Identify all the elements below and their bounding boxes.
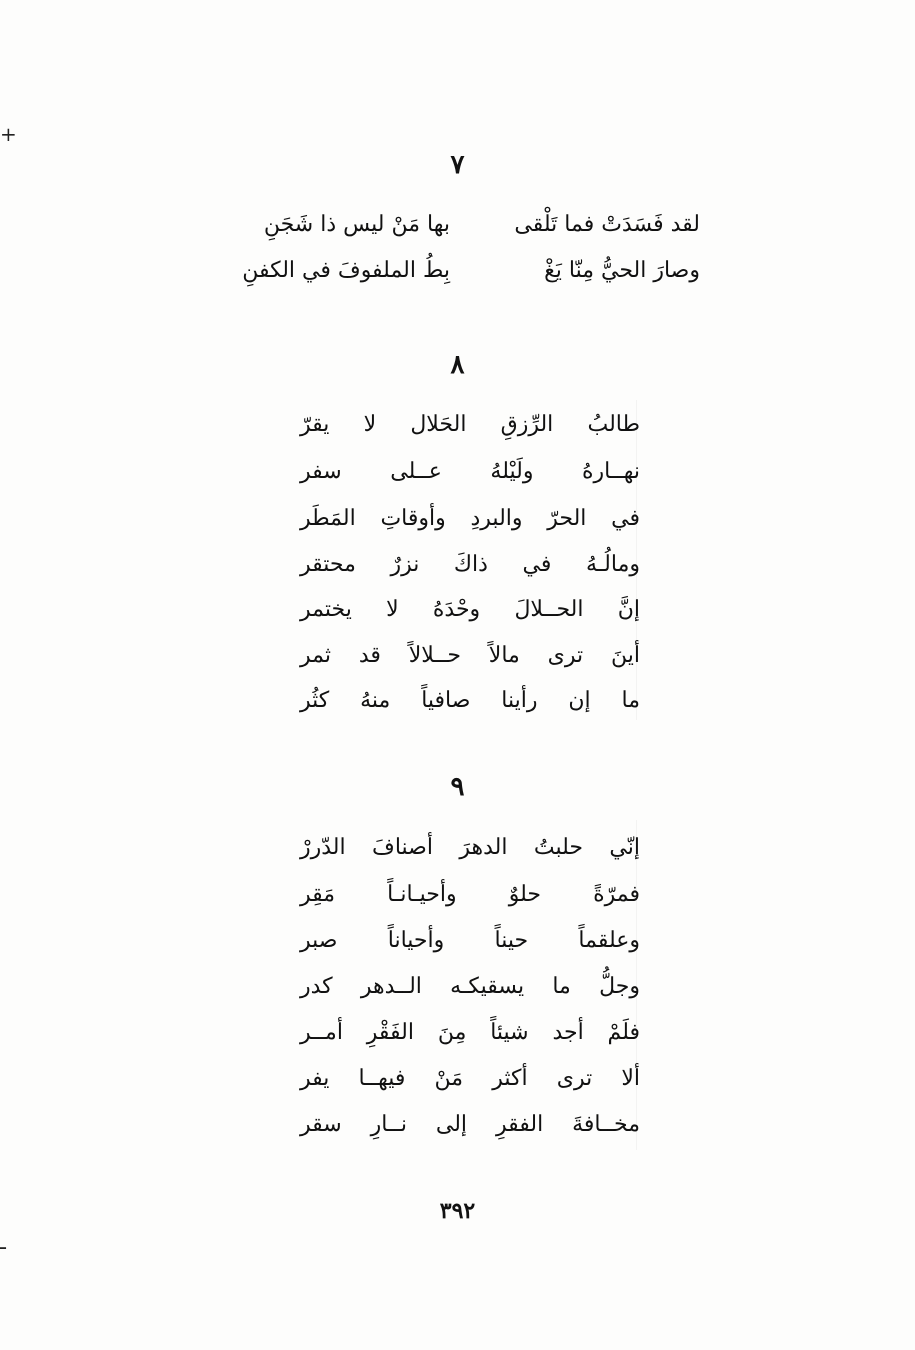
poem-number: ٩ <box>450 772 465 802</box>
poem-number: ٧ <box>450 150 465 180</box>
verse-line: فمرّةً حلوٌ وأحيـانـاً مَقِر <box>300 882 640 907</box>
verse-line: وجلُّ ما يسقيكـه الــدهر كدر <box>300 974 640 999</box>
verse-line: فلَمْ أجد شيئاً مِنَ الفَقْرِ أمــر <box>300 1020 640 1045</box>
hemistich-second: بِطُ الملفوفَ في الكفنِ <box>242 258 450 283</box>
verse-line: إنَّ الحــلالَ وحْدَهُ لا يختمر <box>300 597 640 622</box>
verse-line: ومالُـهُ في ذاكَ نزرٌ محتقر <box>300 552 640 577</box>
poem-number: ٨ <box>450 350 465 380</box>
couplet <box>240 258 700 298</box>
margin-mark: + <box>0 122 17 146</box>
verse-line: ما إن رأينا صافياً منهُ كثُر <box>300 688 640 713</box>
couplet <box>240 212 700 252</box>
verse-line: طالبُ الرِّزقِ الحَلال لا يقرّ <box>300 412 640 437</box>
margin-mark: ـ <box>0 1230 6 1254</box>
verse-line: إنّي حلبتُ الدهرَ أصنافَ الدّررْ <box>300 835 640 860</box>
verse-line: نهــارهُ ولَيْلهُ عــلى سفر <box>300 459 640 484</box>
verse-line: في الحرّ والبردِ وأوقاتِ المَطَر <box>300 506 640 531</box>
verse-line: أينَ ترى مالاً حــلالاً قد ثمر <box>300 643 640 668</box>
hemistich-first: وصارَ الحيُّ مِنّا يَغْ <box>544 258 700 283</box>
page-number: ٣٩٢ <box>439 1198 476 1224</box>
verse-line: مخــافةَ الفقرِ إلى نــارِ سقر <box>300 1112 640 1137</box>
hemistich-second: بها مَنْ ليس ذا شَجَنِ <box>263 212 450 237</box>
hemistich-first: لقد فَسَدَتْ فما تَلْقى <box>514 212 700 237</box>
verse-line: ألا ترى أكثر مَنْ فيهــا يفر <box>300 1066 640 1091</box>
verse-line: وعلقماً حيناً وأحياناً صبر <box>300 928 640 953</box>
